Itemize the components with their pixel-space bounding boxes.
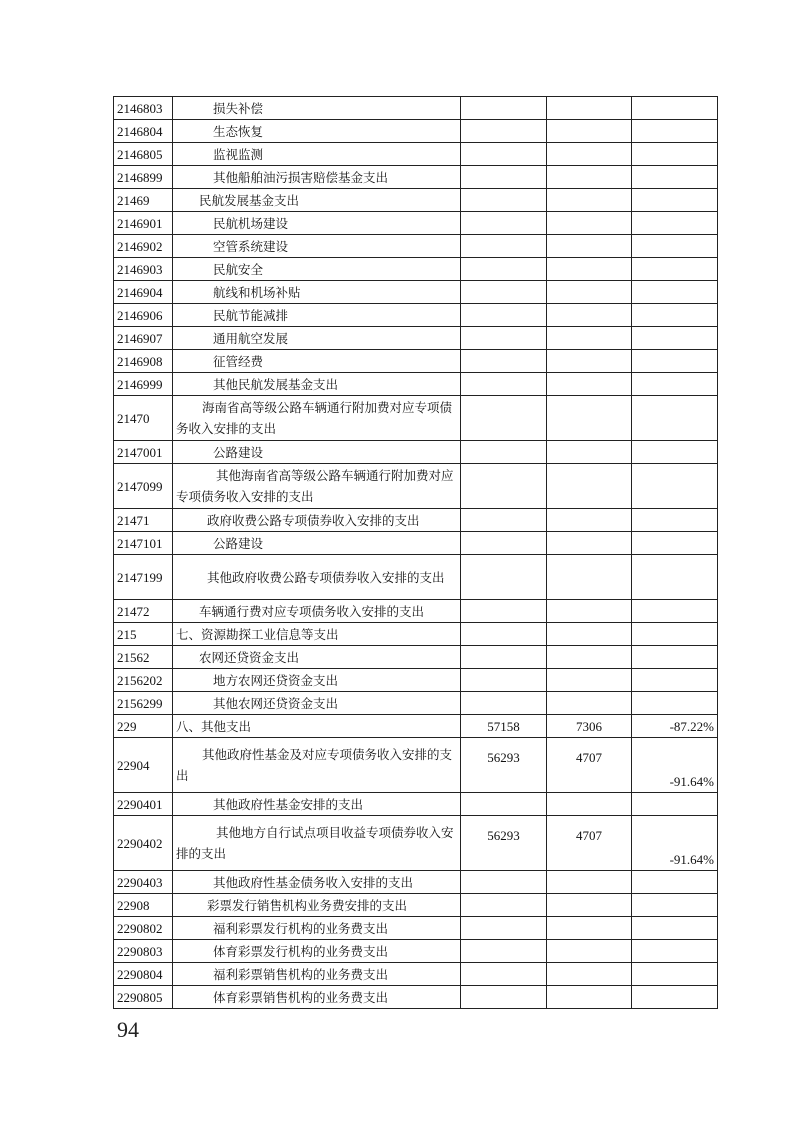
row-code: 2156202 — [114, 669, 173, 692]
row-value-2 — [547, 509, 632, 532]
row-value-2 — [547, 940, 632, 963]
row-name: 民航安全 — [173, 258, 461, 281]
row-code: 21471 — [114, 509, 173, 532]
table-row — [114, 212, 718, 235]
row-code: 215 — [114, 623, 173, 646]
table-row — [114, 738, 718, 793]
row-name: 公路建设 — [173, 441, 461, 464]
row-name: 福利彩票销售机构的业务费支出 — [173, 963, 461, 986]
row-change-rate — [632, 281, 718, 304]
row-change-rate — [632, 143, 718, 166]
row-value-1: 56293 — [461, 738, 547, 793]
row-value-1 — [461, 669, 547, 692]
row-change-rate: -91.64% — [632, 816, 718, 871]
row-value-2 — [547, 894, 632, 917]
row-value-2 — [547, 623, 632, 646]
row-name: 民航节能减排 — [173, 304, 461, 327]
row-code: 2290804 — [114, 963, 173, 986]
page-number: 94 — [117, 1017, 139, 1042]
row-code: 2146908 — [114, 350, 173, 373]
row-value-2 — [547, 646, 632, 669]
row-name: 其他农网还贷资金支出 — [173, 692, 461, 715]
row-code: 21472 — [114, 600, 173, 623]
row-value-1 — [461, 304, 547, 327]
row-name: 八、其他支出 — [173, 715, 461, 738]
row-name: 征管经费 — [173, 350, 461, 373]
row-change-rate — [632, 258, 718, 281]
row-code: 2146899 — [114, 166, 173, 189]
row-value-1 — [461, 600, 547, 623]
row-name: 其他海南省高等级公路车辆通行附加费对应专项债务收入安排的支出 — [173, 464, 461, 509]
row-value-2 — [547, 304, 632, 327]
row-value-2 — [547, 669, 632, 692]
table-row — [114, 166, 718, 189]
row-value-1 — [461, 623, 547, 646]
row-name: 农网还贷资金支出 — [173, 646, 461, 669]
row-name: 民航发展基金支出 — [173, 189, 461, 212]
row-name: 彩票发行销售机构业务费安排的支出 — [173, 894, 461, 917]
row-value-2 — [547, 600, 632, 623]
table-row — [114, 816, 718, 871]
table-row — [114, 509, 718, 532]
row-name: 其他政府性基金及对应专项债务收入安排的支出 — [173, 738, 461, 793]
row-change-rate — [632, 235, 718, 258]
row-code: 2290402 — [114, 816, 173, 871]
row-code: 21469 — [114, 189, 173, 212]
row-value-2 — [547, 212, 632, 235]
row-value-1 — [461, 166, 547, 189]
row-value-1 — [461, 212, 547, 235]
table-row — [114, 258, 718, 281]
row-code: 2147101 — [114, 532, 173, 555]
table-row — [114, 350, 718, 373]
row-code: 2146805 — [114, 143, 173, 166]
row-value-1: 57158 — [461, 715, 547, 738]
row-name: 空管系统建设 — [173, 235, 461, 258]
row-change-rate — [632, 509, 718, 532]
row-value-2 — [547, 986, 632, 1009]
row-change-rate — [632, 166, 718, 189]
row-code: 229 — [114, 715, 173, 738]
row-change-rate — [632, 940, 718, 963]
row-code: 2146999 — [114, 373, 173, 396]
row-value-2 — [547, 373, 632, 396]
row-code: 2147199 — [114, 555, 173, 600]
table-row — [114, 189, 718, 212]
row-value-1 — [461, 350, 547, 373]
row-code: 2146902 — [114, 235, 173, 258]
row-value-2 — [547, 396, 632, 441]
row-value-1 — [461, 327, 547, 350]
row-change-rate — [632, 894, 718, 917]
table-row — [114, 441, 718, 464]
row-value-2 — [547, 441, 632, 464]
row-value-1 — [461, 97, 547, 120]
row-code: 2290802 — [114, 917, 173, 940]
row-change-rate — [632, 396, 718, 441]
row-value-2 — [547, 532, 632, 555]
row-value-1 — [461, 464, 547, 509]
row-value-2: 4707 — [547, 816, 632, 871]
row-value-2: 4707 — [547, 738, 632, 793]
row-value-2 — [547, 327, 632, 350]
row-change-rate — [632, 441, 718, 464]
row-change-rate — [632, 793, 718, 816]
row-value-1 — [461, 509, 547, 532]
row-value-1 — [461, 258, 547, 281]
table-row — [114, 986, 718, 1009]
table-row — [114, 871, 718, 894]
row-change-rate — [632, 304, 718, 327]
row-value-1 — [461, 986, 547, 1009]
row-value-1 — [461, 692, 547, 715]
row-name: 通用航空发展 — [173, 327, 461, 350]
row-value-2 — [547, 350, 632, 373]
row-value-2 — [547, 120, 632, 143]
row-code: 21562 — [114, 646, 173, 669]
row-change-rate — [632, 532, 718, 555]
row-code: 2146904 — [114, 281, 173, 304]
row-change-rate — [632, 189, 718, 212]
row-change-rate — [632, 97, 718, 120]
row-code: 2290803 — [114, 940, 173, 963]
table-row — [114, 715, 718, 738]
row-code: 2156299 — [114, 692, 173, 715]
table-row — [114, 120, 718, 143]
row-value-1 — [461, 532, 547, 555]
row-value-1 — [461, 871, 547, 894]
row-code: 2146907 — [114, 327, 173, 350]
row-name: 其他政府收费公路专项债券收入安排的支出 — [173, 555, 461, 600]
row-name: 车辆通行费对应专项债务收入安排的支出 — [173, 600, 461, 623]
table-row — [114, 555, 718, 600]
row-value-1 — [461, 373, 547, 396]
row-name: 民航机场建设 — [173, 212, 461, 235]
row-change-rate — [632, 646, 718, 669]
row-code: 2146901 — [114, 212, 173, 235]
row-change-rate — [632, 692, 718, 715]
table-row — [114, 97, 718, 120]
row-value-1 — [461, 235, 547, 258]
row-value-2 — [547, 258, 632, 281]
row-name: 其他民航发展基金支出 — [173, 373, 461, 396]
row-code: 21470 — [114, 396, 173, 441]
row-change-rate — [632, 600, 718, 623]
row-value-1 — [461, 963, 547, 986]
row-value-1 — [461, 793, 547, 816]
row-value-2 — [547, 555, 632, 600]
budget-expenditure-table — [113, 96, 718, 1009]
row-change-rate — [632, 555, 718, 600]
row-code: 2290805 — [114, 986, 173, 1009]
row-change-rate — [632, 464, 718, 509]
row-change-rate: -87.22% — [632, 715, 718, 738]
table-row — [114, 963, 718, 986]
row-name: 其他地方自行试点项目收益专项债券收入安排的支出 — [173, 816, 461, 871]
row-name: 生态恢复 — [173, 120, 461, 143]
row-code: 22904 — [114, 738, 173, 793]
row-change-rate — [632, 986, 718, 1009]
table-row — [114, 600, 718, 623]
row-value-1 — [461, 281, 547, 304]
row-value-1: 56293 — [461, 816, 547, 871]
row-value-2 — [547, 692, 632, 715]
row-change-rate — [632, 350, 718, 373]
table-row — [114, 894, 718, 917]
row-change-rate — [632, 963, 718, 986]
table-row — [114, 373, 718, 396]
row-value-2 — [547, 871, 632, 894]
table-row — [114, 692, 718, 715]
table-row — [114, 940, 718, 963]
table-row — [114, 281, 718, 304]
row-name: 体育彩票发行机构的业务费支出 — [173, 940, 461, 963]
row-name: 其他政府性基金安排的支出 — [173, 793, 461, 816]
row-change-rate — [632, 212, 718, 235]
row-name: 体育彩票销售机构的业务费支出 — [173, 986, 461, 1009]
row-value-2 — [547, 143, 632, 166]
row-change-rate — [632, 669, 718, 692]
table-row — [114, 304, 718, 327]
row-code: 2146906 — [114, 304, 173, 327]
row-code: 2146803 — [114, 97, 173, 120]
table-row — [114, 143, 718, 166]
row-value-1 — [461, 646, 547, 669]
row-value-1 — [461, 940, 547, 963]
row-value-2 — [547, 166, 632, 189]
table-row — [114, 532, 718, 555]
row-value-1 — [461, 143, 547, 166]
table-row — [114, 235, 718, 258]
row-code: 2290401 — [114, 793, 173, 816]
row-name: 公路建设 — [173, 532, 461, 555]
row-value-1 — [461, 917, 547, 940]
table-row — [114, 623, 718, 646]
row-change-rate — [632, 871, 718, 894]
row-change-rate — [632, 327, 718, 350]
row-code: 2147001 — [114, 441, 173, 464]
row-code: 2290403 — [114, 871, 173, 894]
row-name: 福利彩票发行机构的业务费支出 — [173, 917, 461, 940]
row-change-rate — [632, 917, 718, 940]
row-value-1 — [461, 555, 547, 600]
row-value-2 — [547, 963, 632, 986]
row-value-2 — [547, 917, 632, 940]
row-value-2 — [547, 464, 632, 509]
row-change-rate: -91.64% — [632, 738, 718, 793]
table-row — [114, 396, 718, 441]
row-value-2 — [547, 235, 632, 258]
row-code: 2146804 — [114, 120, 173, 143]
row-name: 其他政府性基金债务收入安排的支出 — [173, 871, 461, 894]
table-row — [114, 464, 718, 509]
table-row — [114, 327, 718, 350]
row-name: 政府收费公路专项债券收入安排的支出 — [173, 509, 461, 532]
table-row — [114, 669, 718, 692]
row-value-1 — [461, 396, 547, 441]
row-code: 2146903 — [114, 258, 173, 281]
row-name: 航线和机场补贴 — [173, 281, 461, 304]
row-value-1 — [461, 894, 547, 917]
table-row — [114, 917, 718, 940]
row-name: 损失补偿 — [173, 97, 461, 120]
row-code: 2147099 — [114, 464, 173, 509]
row-name: 其他船舶油污损害赔偿基金支出 — [173, 166, 461, 189]
row-value-1 — [461, 189, 547, 212]
row-change-rate — [632, 120, 718, 143]
row-value-2 — [547, 793, 632, 816]
row-value-2 — [547, 97, 632, 120]
row-change-rate — [632, 623, 718, 646]
row-code: 22908 — [114, 894, 173, 917]
row-value-2: 7306 — [547, 715, 632, 738]
row-value-2 — [547, 189, 632, 212]
row-name: 海南省高等级公路车辆通行附加费对应专项债务收入安排的支出 — [173, 396, 461, 441]
row-name: 地方农网还贷资金支出 — [173, 669, 461, 692]
row-name: 监视监测 — [173, 143, 461, 166]
table-row — [114, 646, 718, 669]
table-row — [114, 793, 718, 816]
row-change-rate — [632, 373, 718, 396]
row-value-1 — [461, 441, 547, 464]
row-name: 七、资源勘探工业信息等支出 — [173, 623, 461, 646]
row-value-2 — [547, 281, 632, 304]
row-value-1 — [461, 120, 547, 143]
